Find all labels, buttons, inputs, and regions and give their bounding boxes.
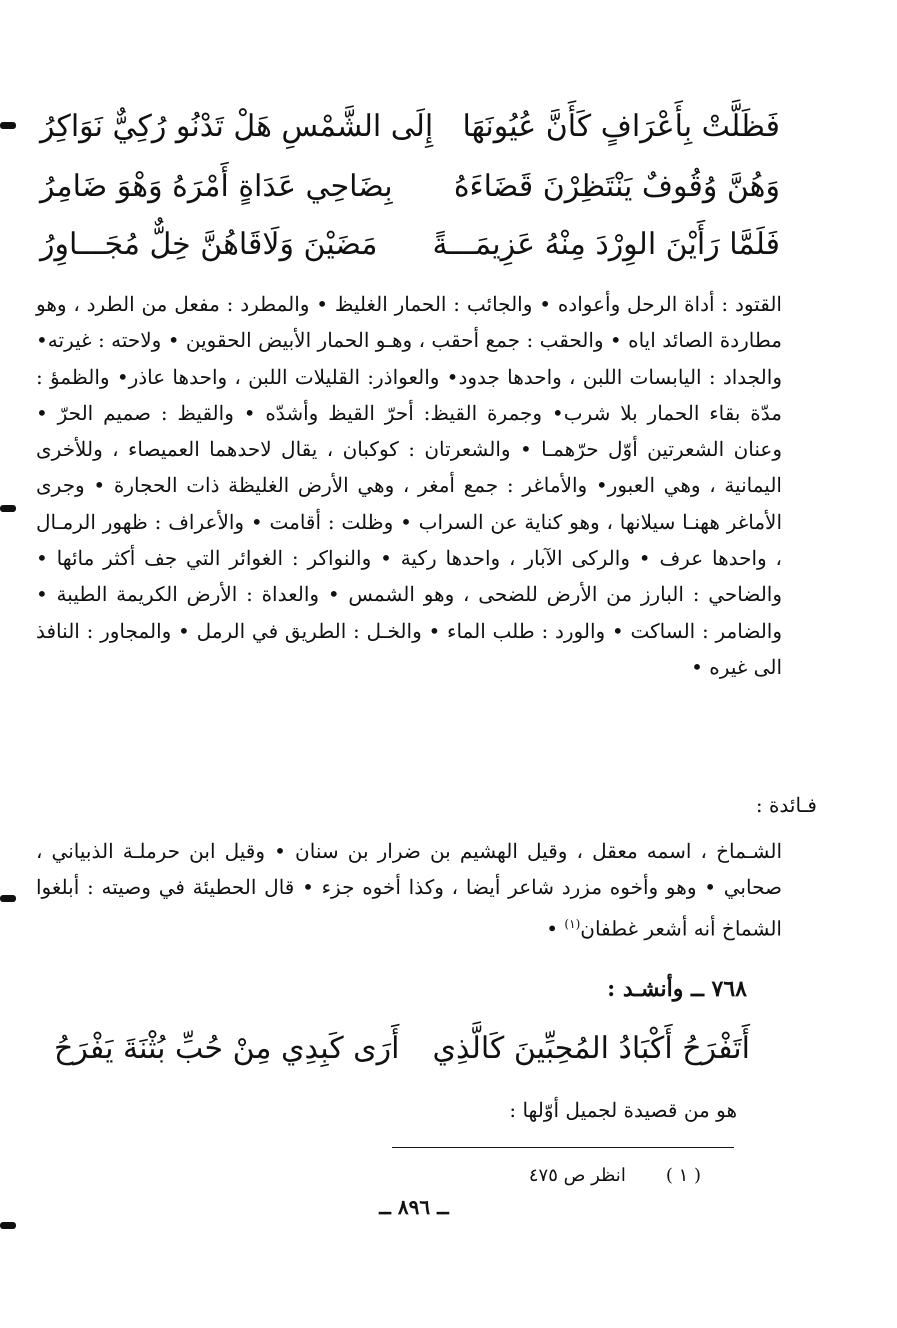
- scan-edge-mark: [0, 122, 16, 129]
- scan-edge-mark: [0, 1222, 16, 1229]
- verse-1-first-hemistich: فَظَلَّتْ بِأَعْرَافٍ كَأَنَّ عُيُونَهَا: [462, 108, 780, 144]
- verse-768-second-hemistich: أَرَى كَبِدِي مِنْ حُبِّ بُثْنَةَ يَفْرَحُ: [54, 1030, 400, 1066]
- glossary-text: القتود : أداة الرحل وأعواده • والجائب : الحمار الغليظ • والمطرد : مفعل من الطرد ، وهو مطاردة الصائد اياه • والحقب : جمع أحقب ، وهـو الحمار الأبيض الحقوين • ولاحته : غيرته• والجداد : اليابسات اللبن ، واحدها جدود• والعواذر: القليلات اللبن ، واحدها عاذر• والظمؤ : مدّة بقاء الحمار بلا شرب• وجمرة القيظ: أحرّ القيظ وأشدّه • والقيظ : صميم الحرّ • وعنان الشعرتين أوّل حرّهمـا • والشعرتان : كوكبان ، يقال لاحدهما العميصاء ، وللأخرى اليمانية ، وهي العبور• والأماغر : جمع أمغر ، وهي الأرض الغليظة ذات الحجارة • وجرى الأماغر ههنـا سيلانها ، وهو كناية عن السراب • وظلت : أقامت • والأعراف : ظهور الرمـال ، واحدها عرف • والركى الآبار ، واحدها ركية • والنواكر : الغوائر التي جف أكثر مائها • والضاحي : البارز من الأرض للضحى ، وهو الشمس • والعداة : الأرض الكريمة الطيبة • والضامر : الساكت • والورد : طلب الماء • والخـل : الطريق في الرمل • والمجاور : النافذ الى غيره •: [36, 292, 782, 679]
- verse-1-second-hemistich: إِلَى الشَّمْسِ هَلْ تَدْنُو رُكِيٌّ نَوَاكِرُ: [40, 108, 434, 144]
- section-768-title: ٧٦٨ ــ وأنشـد :: [607, 976, 747, 1002]
- footnote: [529, 1165, 701, 1186]
- verse-2-first-hemistich: وَهُنَّ وُقُوفٌ يَنْتَظِرْنَ قَضَاءَهُ: [453, 168, 780, 204]
- glossary-paragraph: [36, 286, 782, 685]
- fa-ida-paragraph: [36, 833, 782, 947]
- section-768-intro: هو من قصيدة لجميل أوّلها :: [509, 1098, 737, 1122]
- page-number: ــ ٨٩٦ ــ: [379, 1195, 449, 1219]
- fa-ida-heading: فـائدة :: [755, 793, 817, 817]
- footnote-reference: (١): [564, 916, 581, 931]
- scan-edge-mark: [0, 505, 16, 512]
- scan-edge-mark: [0, 895, 16, 902]
- verse-3-first-hemistich: فَلَمَّا رَأَيْنَ الوِرْدَ مِنْهُ عَزِيمَـــةً: [432, 226, 780, 262]
- verse-3-second-hemistich: مَضَيْنَ وَلَاقَاهُنَّ خِلٌّ مُجَـــاوِرُ: [40, 226, 378, 262]
- verse-line-2: [40, 158, 780, 214]
- verse-768-first-hemistich: أَتَفْرَحُ أَكْبَادُ المُحِبِّينَ كَالَّذِي: [432, 1030, 750, 1066]
- footnote-marker: ( ١ ): [665, 1165, 701, 1186]
- fa-ida-text: الشـماخ ، اسمه معقل ، وقيل الهشيم بن ضرار بن سنان • وقيل ابن حرملـة الذبياني ، صحابي • وهو وأخوه مزرد شاعر أيضا ، وكذا أخوه جزء • قال الحطيئة في وصيته : أبلغوا الشماخ أنه أشعر غطفان: [36, 839, 782, 941]
- footnote-text: انظر ص ٤٧٥: [528, 1165, 626, 1186]
- verse-line-3: [40, 216, 780, 272]
- fa-ida-text-end: •: [546, 916, 565, 941]
- verse-2-second-hemistich: بِضَاحِي عَدَاةٍ أَمْرَهُ وَهْوَ ضَامِرُ: [40, 168, 393, 204]
- verse-768: [54, 1020, 750, 1076]
- verse-line-1: [40, 98, 780, 154]
- footnote-divider: [392, 1147, 734, 1148]
